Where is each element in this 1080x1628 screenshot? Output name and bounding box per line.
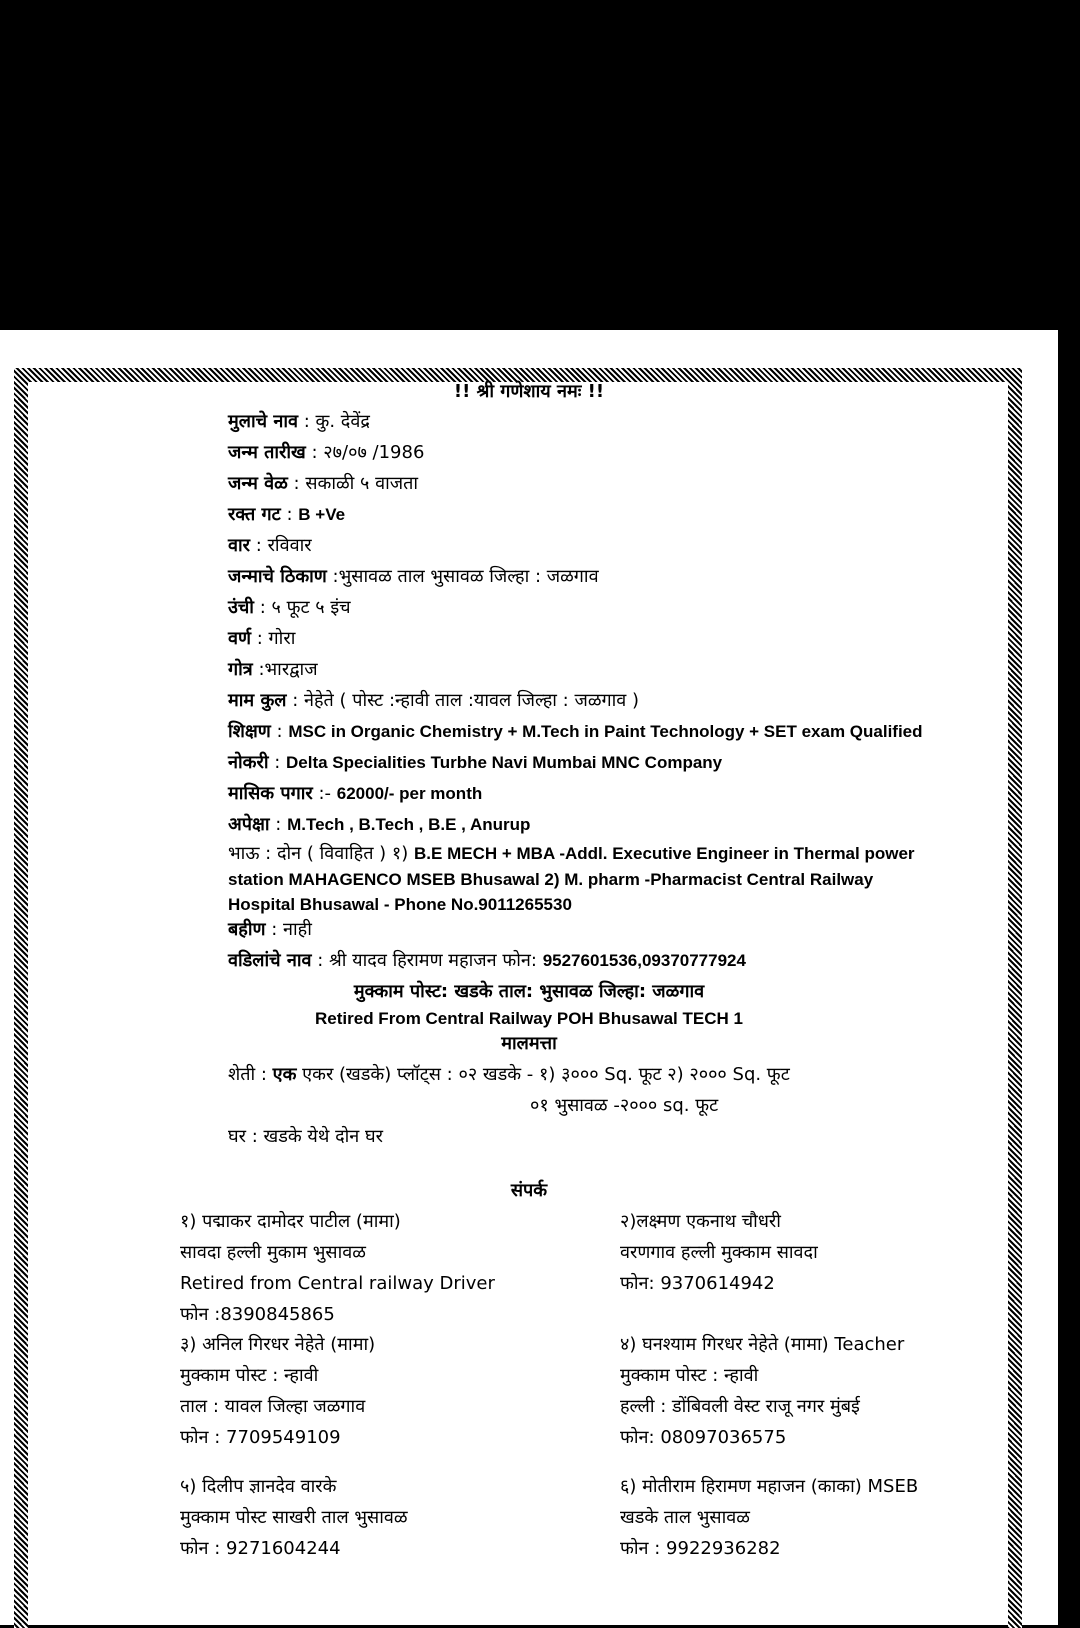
brother-line-2: station MAHAGENCO MSEB Bhusawal 2) M. pharm -Pharmacist Central Railway [228, 870, 874, 889]
contact-line: Retired from Central railway Driver [180, 1273, 495, 1294]
contact-line: ३) अनिल गिरधर नेहेते (मामा) [180, 1334, 376, 1355]
biodata-row: वार : रविवार [228, 535, 312, 556]
property-farm: शेती : एक एकर (खडके) प्लॉट्स : ०२ खडके - १) ३००० Sq. फूट २) २००० Sq. फूट [228, 1064, 790, 1085]
property-plot-2: ०१ भुसावळ -२००० sq. फूट [530, 1095, 719, 1116]
brother-line-1: भाऊ : दोन ( विवाहित ) १) B.E MECH + MBA -Addl. Executive Engineer in Thermal power [228, 843, 915, 864]
contact-line: फोन: 9370614942 [620, 1273, 775, 1294]
sister-row: बहीण : नाही [228, 919, 312, 940]
property-title: मालमत्ता [501, 1033, 557, 1054]
contact-line: खडके ताल भुसावळ [620, 1507, 750, 1528]
brother-line-3: Hospital Bhusawal - Phone No.9011265530 [228, 895, 572, 914]
biodata-row: जन्म वेळ : सकाळी ५ वाजता [228, 473, 419, 494]
biodata-row: जन्म तारीख : २७/०७ /1986 [228, 442, 425, 463]
contact-line: ताल : यावल जिल्हा जळगाव [180, 1396, 366, 1417]
contact-line: १) पद्माकर दामोदर पाटील (मामा) [180, 1211, 401, 1232]
contact-line: फोन: 08097036575 [620, 1427, 787, 1448]
biodata-row: उंची : ५ फूट ५ इंच [228, 597, 351, 618]
contact-line: २)लक्ष्मण एकनाथ चौधरी [620, 1211, 781, 1232]
document-page [0, 330, 1058, 1625]
biodata-row: गोत्र :भारद्वाज [228, 659, 318, 680]
contact-line: मुक्काम पोस्ट : न्हावी [180, 1365, 319, 1386]
biodata-row: शिक्षण : MSC in Organic Chemistry + M.Tech in Paint Technology + SET exam Qualified [228, 721, 923, 742]
biodata-row: अपेक्षा : M.Tech , B.Tech , B.E , Anurup [228, 814, 531, 835]
contact-line: ६) मोतीराम हिरामण महाजन (काका) MSEB [620, 1476, 919, 1497]
biodata-row: मासिक पगार :- 62000/- per month [228, 783, 483, 804]
biodata-row: मुलाचे नाव : कु. देवेंद्र [228, 411, 370, 432]
contact-line: फोन : 9271604244 [180, 1538, 341, 1559]
contact-line: सावदा हल्ली मुकाम भुसावळ [180, 1242, 366, 1263]
biodata-row: जन्माचे ठिकाण :भुसावळ ताल भुसावळ जिल्हा : जळगाव [228, 566, 599, 587]
contact-line: ४) घनश्याम गिरधर नेहेते (मामा) Teacher [620, 1334, 905, 1355]
contact-line: फोन :8390845865 [180, 1304, 335, 1325]
contact-title: संपर्क [510, 1180, 548, 1201]
biodata-row: नोकरी : Delta Specialities Turbhe Navi Mumbai MNC Company [228, 752, 723, 773]
contact-line: वरणगाव हल्ली मुक्काम सावदा [620, 1242, 818, 1263]
header-invocation: !! श्री गणेशाय नमः !! [453, 381, 605, 402]
contact-line: मुक्काम पोस्ट साखरी ताल भुसावळ [180, 1507, 408, 1528]
biodata-row: रक्त गट : B +Ve [228, 504, 346, 525]
contact-line: फोन : 9922936282 [620, 1538, 781, 1559]
contact-line: फोन : 7709549109 [180, 1427, 341, 1448]
retired-line: Retired From Central Railway POH Bhusawal TECH 1 [315, 1009, 743, 1028]
contact-line: हल्ली : डोंबिवली वेस्ट राजू नगर मुंबई [620, 1396, 860, 1417]
biodata-row: वर्ण : गोरा [228, 628, 296, 649]
contact-line: मुक्काम पोस्ट : न्हावी [620, 1365, 759, 1386]
biodata-row: माम कुल : नेहेते ( पोस्ट :न्हावी ताल :यावल जिल्हा : जळगाव ) [228, 690, 640, 711]
property-house: घर : खडके येथे दोन घर [228, 1126, 384, 1147]
address: मुक्काम पोस्ट: खडके ताल: भुसावळ जिल्हा: जळगाव [353, 981, 705, 1002]
contact-line: ५) दिलीप ज्ञानदेव वारके [180, 1476, 337, 1497]
father-row: वडिलांचे नाव : श्री यादव हिरामण महाजन फोन: 9527601536,09370777924 [228, 950, 746, 971]
